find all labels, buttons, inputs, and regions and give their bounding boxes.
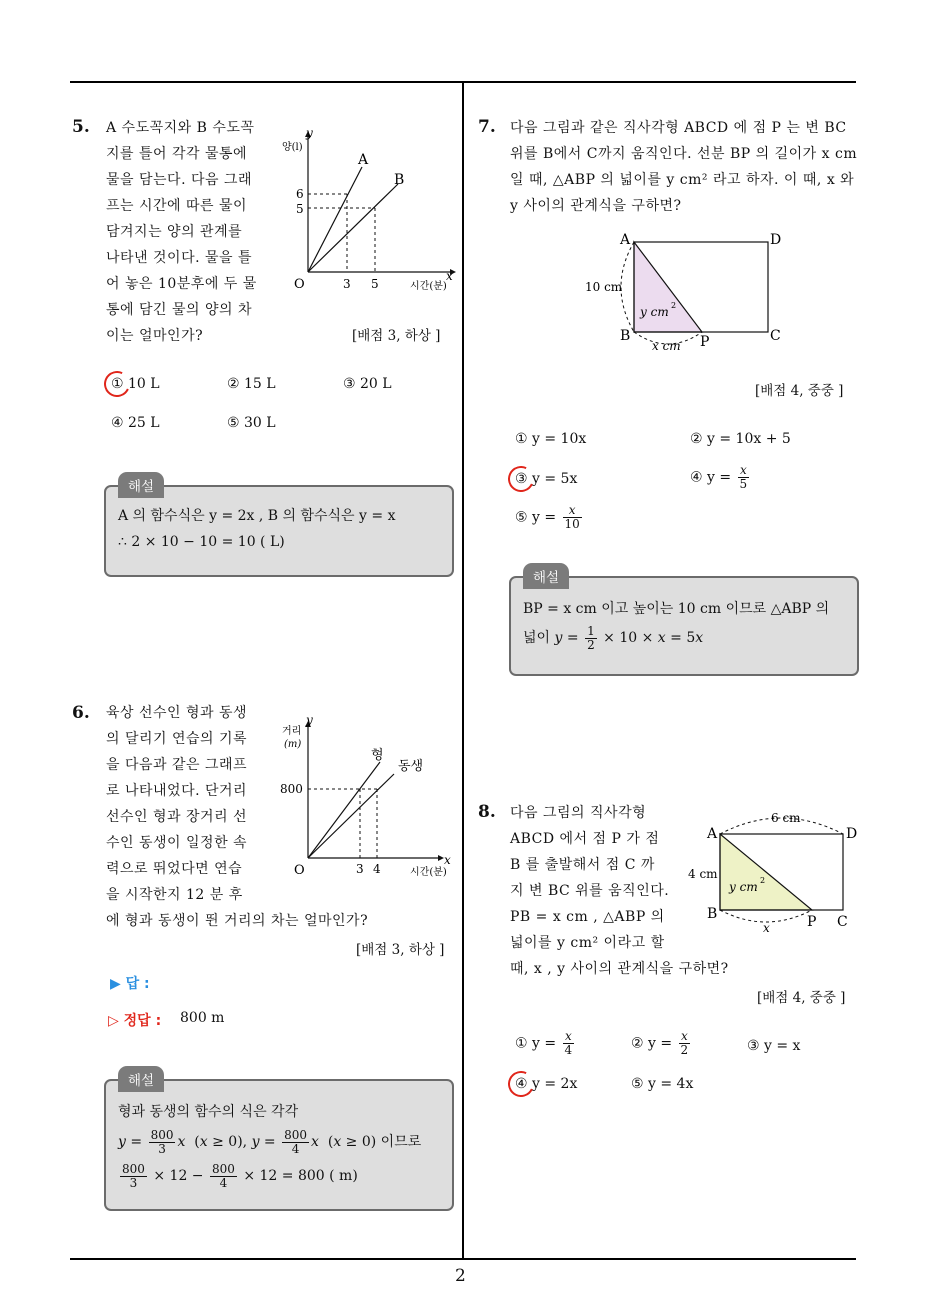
q5-text — [106, 115, 266, 349]
q7-line: 다음 그림과 같은 직사각형 ABCD 에 점 P 는 변 BC — [510, 120, 847, 136]
q6-explanation-body — [118, 1099, 421, 1193]
q7-area-label: y cm — [640, 305, 669, 319]
bottom-rule — [70, 1258, 856, 1260]
q8-line: B 를 출발해서 점 C 까 — [510, 857, 655, 873]
q6-origin: O — [294, 863, 305, 878]
q7-choice-4-label: ④ y = — [690, 469, 732, 486]
q6-number: 6. — [72, 703, 90, 723]
q7-score: [배점 4, 중중 ] — [755, 383, 844, 399]
q6-graph — [278, 712, 458, 882]
q7-choice-1[interactable]: ① y = 10x — [515, 431, 587, 447]
q6-y-axis-letter: y — [306, 713, 313, 727]
q8-vertex-p: P — [807, 914, 817, 930]
q8-vertex-d: D — [846, 826, 858, 842]
q6-x-axis-letter: x — [444, 853, 451, 867]
q5-explanation-line: A 의 함수식은 y = 2x , B 의 함수식은 y = x — [118, 508, 396, 524]
q8-last-line: 때, x , y 사이의 관계식을 구하면? — [510, 961, 729, 977]
q6-tick-x-4: 4 — [373, 862, 381, 876]
q7-choice-4[interactable]: ④ y = $\frac{x}{5}$ — [690, 463, 748, 491]
q8-choice-1-label: ① y = — [515, 1035, 557, 1052]
q7-figure — [580, 228, 800, 358]
q8-choice-2-label: ② y = — [631, 1035, 673, 1052]
q7-choice-5-label: ⑤ y = — [515, 509, 557, 526]
q5-explanation-body — [118, 503, 395, 555]
q6-line: 을 다음과 같은 그래프 — [106, 757, 248, 773]
q5-line: A 수도꼭지와 B 수도꼭 — [106, 120, 255, 136]
q8-choice-4[interactable]: ④ y = 2x — [515, 1076, 578, 1092]
q5-line: 담겨지는 양의 관계를 — [106, 224, 243, 240]
q5-number: 5. — [72, 117, 90, 137]
q5-tick-y-5: 5 — [296, 202, 304, 216]
q6-line: 력으로 뛰었다면 연습 — [106, 861, 243, 877]
q6-text — [106, 700, 266, 908]
q5-line: 프는 시간에 따른 물이 — [106, 198, 248, 214]
q6-line-b-label: 동생 — [398, 759, 424, 774]
q8-choice-5[interactable]: ⑤ y = 4x — [631, 1076, 694, 1092]
q7-line: y 사이의 관계식을 구하면? — [510, 198, 682, 214]
q6-tick-x-3: 3 — [356, 862, 364, 876]
q6-tick-y-800: 800 — [280, 782, 303, 796]
q7-text — [510, 115, 857, 219]
q6-explanation-line: 형과 동생의 함수의 식은 각각 — [118, 1104, 299, 1120]
q5-choice-3[interactable]: ③ 20 L — [343, 376, 392, 392]
q6-last-line: 에 형과 동생이 뛴 거리의 차는 얼마인가? — [106, 913, 369, 929]
q7-area-exp: 2 — [671, 301, 677, 310]
q5-line: 통에 담긴 물의 양의 차 — [106, 302, 253, 318]
q7-line: 위를 B에서 C까지 움직인다. 선분 BP 의 길이가 x cm — [510, 146, 858, 162]
q8-area-label: y cm — [729, 880, 758, 894]
q8-vertex-a: A — [707, 826, 718, 842]
q8-base-label: x — [763, 921, 770, 935]
q7-vertex-d: D — [770, 232, 782, 248]
q7-side-label: 10 cm — [585, 280, 623, 294]
q8-choice-1[interactable]: ① y = $\frac{x}{4}$ — [515, 1029, 573, 1057]
q5-explanation-line: ∴ 2 × 10 − 10 = 10 ( L) — [118, 534, 285, 550]
q6-line: 수인 동생이 일정한 속 — [106, 835, 248, 851]
q6-line: 을 시작한지 12 분 후 — [106, 887, 243, 903]
q5-graph — [278, 122, 458, 297]
q6-line: 의 달리기 연습의 기록 — [106, 731, 248, 747]
q5-tick-y-6: 6 — [296, 187, 304, 201]
answer-mark-icon — [504, 462, 537, 495]
answer-mark-icon — [504, 1067, 537, 1100]
q7-vertex-c: C — [770, 328, 781, 344]
q5-line: 지를 틀어 각각 물통에 — [106, 146, 248, 162]
q5-line: 물을 담는다. 다음 그래 — [106, 172, 253, 188]
q5-x-axis-label: 시간(분) — [410, 281, 447, 292]
q5-score: [배점 3, 하상 ] — [352, 328, 441, 344]
q8-line: ABCD 에서 점 P 가 점 — [510, 831, 660, 847]
q7-number: 7. — [478, 117, 496, 137]
q7-explanation — [509, 570, 859, 676]
q6-explanation-formula-2: $\frac{800}{3}$ × 12 − $\frac{800}{4}$ × 12 = 800 ( m) — [122, 1161, 358, 1190]
q5-choice-1[interactable]: ① 10 L — [111, 376, 160, 392]
q5-line: 어 놓은 10분후에 두 물 — [106, 276, 257, 292]
q8-line: 지 변 BC 위를 움직인다. — [510, 883, 670, 899]
q7-choice-2[interactable]: ② y = 10x + 5 — [690, 431, 791, 447]
q8-score: [배점 4, 중중 ] — [757, 990, 846, 1006]
q6-x-axis-label: 시간(분) — [410, 867, 447, 878]
q5-x-axis-letter: x — [446, 269, 453, 283]
q6-explanation — [104, 1073, 454, 1211]
q6-line: 육상 선수인 형과 동생 — [106, 705, 248, 721]
q8-side-label: 4 cm — [688, 867, 718, 881]
q5-explanation-tag: 해설 — [118, 472, 164, 498]
page-number: 2 — [455, 1266, 466, 1286]
q6-explanation-tag: 해설 — [118, 1066, 164, 1092]
q6-correct-value: 800 m — [180, 1010, 225, 1026]
q8-line: PB = x cm , △ABP 의 — [510, 909, 665, 925]
q5-y-axis-letter: y — [306, 126, 313, 140]
q5-line-a-label: A — [358, 152, 369, 168]
q7-explanation-line: BP = x cm 이고 높이는 10 cm 이므로 △ABP 의 — [523, 601, 830, 617]
q7-line: 일 때, △ABP 의 넓이를 y cm² 라고 하자. 이 때, x 와 — [510, 172, 855, 188]
q5-tick-x-3: 3 — [343, 277, 351, 291]
q8-top-label: 6 cm — [771, 811, 801, 825]
q8-line: 넓이를 y cm² 이라고 할 — [510, 935, 665, 951]
q6-score: [배점 3, 하상 ] — [356, 942, 445, 958]
q7-explanation-tag: 해설 — [523, 563, 569, 589]
q8-choice-3[interactable]: ③ y = x — [747, 1038, 801, 1054]
q5-tick-x-5: 5 — [371, 277, 379, 291]
q7-explanation-formula: 넓이 y = $\frac{1}{2}$ × 10 × x = 5x — [523, 623, 704, 652]
q8-figure — [685, 808, 865, 938]
q7-vertex-a: A — [620, 232, 631, 248]
q6-line-a-label: 형 — [371, 748, 384, 763]
q5-line: 나타낸 것이다. 물을 틀 — [106, 250, 253, 266]
q6-explanation-formula-1: y = $\frac{800}{3}$ x (x ≥ 0), y = $\frac{800}{4}$ x (x ≥ 0) 이므로 — [118, 1127, 422, 1156]
q5-y-axis-label: 양(l) — [282, 142, 303, 153]
q8-line: 다음 그림의 직사각형 — [510, 805, 647, 821]
q7-choice-3[interactable]: ③ y = 5x — [515, 471, 578, 487]
column-divider — [462, 83, 464, 1259]
q5-line: 이는 얼마인가? — [106, 328, 204, 344]
q6-correct-label: ▷ 정답 : — [108, 1013, 162, 1029]
q7-explanation-body — [523, 596, 829, 654]
q6-y-axis-label-2: (m) — [284, 739, 302, 750]
q6-y-axis-label-1: 거리 — [282, 726, 302, 737]
q8-area-exp: 2 — [760, 876, 766, 885]
answer-mark-icon — [100, 367, 133, 400]
q8-number: 8. — [478, 802, 496, 822]
q7-vertex-b: B — [620, 328, 631, 344]
q5-choice-4[interactable]: ④ 25 L — [111, 415, 160, 431]
q8-vertex-c: C — [837, 914, 848, 930]
q5-choice-5[interactable]: ⑤ 30 L — [227, 415, 276, 431]
q5-origin: O — [294, 277, 305, 292]
q8-vertex-b: B — [707, 906, 718, 922]
q8-choice-2[interactable]: ② y = $\frac{x}{2}$ — [631, 1029, 689, 1057]
q6-line: 선수인 형과 장거리 선 — [106, 809, 248, 825]
q6-answer-label: ▶ 답 : — [110, 976, 150, 992]
q7-choice-5[interactable]: ⑤ y = $\frac{x}{10}$ — [515, 503, 580, 531]
q5-explanation — [104, 479, 454, 577]
q8-text — [510, 800, 680, 956]
q5-line-b-label: B — [394, 172, 405, 188]
q6-line: 로 나타내었다. 단거리 — [106, 783, 248, 799]
q7-base-label: x cm — [652, 339, 681, 353]
q5-choice-2[interactable]: ② 15 L — [227, 376, 276, 392]
q7-vertex-p: P — [700, 334, 710, 350]
